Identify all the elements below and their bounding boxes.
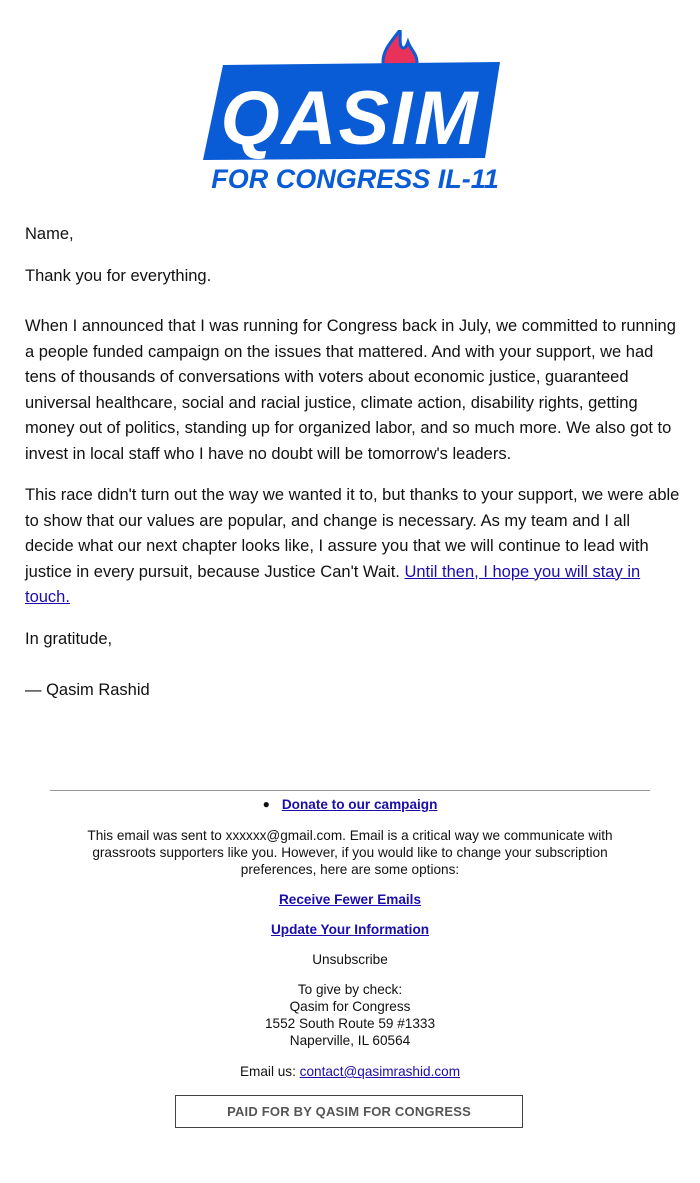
check-street: 1552 South Route 59 #1333	[264, 1016, 436, 1031]
receive-fewer-emails-link[interactable]: Receive Fewer Emails	[278, 892, 422, 907]
donate-link[interactable]: Donate to our campaign	[281, 797, 438, 812]
donate-row	[50, 796, 650, 813]
paragraph-outcome-text: This race didn't turn out the way we wanted it to, but thanks to your support, we were able to show that our values are popular, and change is necessary. As my team and I all decide what our next chapter looks like, I assure you that we will continue to lead with justice in every pursuit, because Justice Can't Wait.	[25, 486, 680, 581]
signature: — Qasim Rashid	[25, 681, 150, 699]
check-payee: Qasim for Congress	[289, 999, 411, 1014]
logo-name: QASIM	[220, 76, 480, 161]
check-address	[50, 981, 650, 1049]
logo-tagline: FOR CONGRESS IL-11	[211, 164, 499, 194]
paid-for-disclaimer: PAID FOR BY QASIM FOR CONGRESS	[175, 1095, 523, 1128]
campaign-logo	[195, 30, 505, 195]
email-us-row	[50, 1063, 650, 1080]
check-city: Naperville, IL 60564	[289, 1033, 411, 1048]
check-heading: To give by check:	[297, 982, 403, 997]
email-us-label: Email us:	[239, 1064, 300, 1079]
thanks-line: Thank you for everything.	[25, 266, 212, 285]
greeting: Name,	[25, 225, 74, 243]
unsubscribe-link[interactable]: Unsubscribe	[312, 952, 388, 967]
email-footer	[50, 796, 650, 1080]
subscription-notice: This email was sent to xxxxxx@gmail.com. Email is a critical way we communicate with grassroots supporters like you. However, if you would like to change your subscription preferences, here are some options:	[87, 828, 613, 877]
contact-email-link[interactable]: contact@qasimrashid.com	[299, 1064, 461, 1079]
paragraph-campaign: When I announced that I was running for Congress back in July, we committed to running a people funded campaign on the issues that mattered. And with your support, we had tens of thousands of conversations with voters about economic justice, guaranteed universal healthcare, social and racial justice, climate action, disability rights, getting money out of politics, standing up for organized labor, and so much more. We also got to invest in local staff who I have no doubt will be tomorrow's leaders.	[25, 317, 676, 463]
update-information-link[interactable]: Update Your Information	[270, 922, 430, 937]
paragraph-outcome	[25, 483, 680, 611]
logo-graphic	[195, 30, 505, 195]
letter-body	[25, 222, 680, 704]
stay-in-touch-link[interactable]: Until then, I hope you will stay in touch.	[25, 562, 641, 606]
bullet-icon: ●	[262, 797, 270, 811]
closing: In gratitude,	[25, 629, 113, 648]
footer-divider	[50, 790, 650, 791]
